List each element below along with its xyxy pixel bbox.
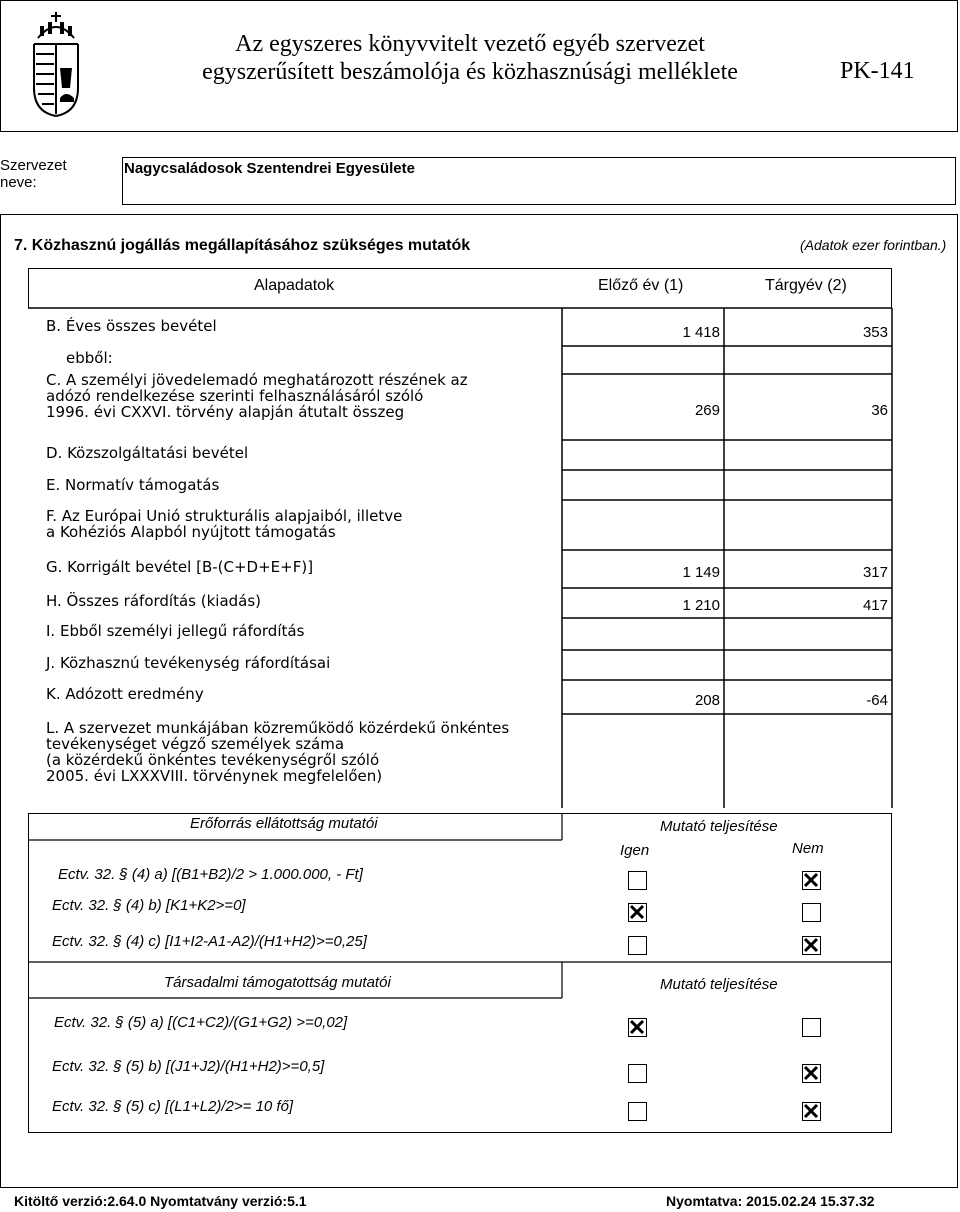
col-header-curr-year: Tárgyév (2) <box>765 277 847 294</box>
row-label-g: G. Korrigált bevétel [B-(C+D+E+F)] <box>46 558 314 576</box>
check-x-icon <box>803 1065 819 1081</box>
indicator-4b-label: Ectv. 32. § (4) b) [K1+K2>=0] <box>52 897 246 914</box>
row-label-b: B. Éves összes bevétel <box>46 317 217 335</box>
row-label-ebbol: ebből: <box>66 349 113 367</box>
checkbox-4b-no[interactable] <box>802 903 821 922</box>
checkbox-4a-yes[interactable] <box>628 871 647 890</box>
indicator-5b-label: Ectv. 32. § (5) b) [(J1+J2)/(H1+H2)>=0,5] <box>52 1058 325 1075</box>
row-h-curr[interactable]: 417 <box>862 597 888 614</box>
row-label-f: F. Az Európai Unió strukturális alapjaiból, illetve a Kohéziós Alapból nyújtott támogatás <box>46 507 403 541</box>
fulfillment-title-2: Mutató teljesítése <box>660 976 778 993</box>
row-label-h: H. Összes ráfordítás (kiadás) <box>46 592 262 610</box>
footer-version: Kitöltő verzió:2.64.0 Nyomtatvány verzió:5.1 <box>14 1193 307 1209</box>
row-label-c: C. A személyi jövedelemadó meghatározott részének az adózó rendelkezése szerinti felhasználásáról szóló 1996. évi CXXVI. törvény alapján átutalt összeg <box>46 371 468 421</box>
col-header-base: Alapadatok <box>254 277 335 294</box>
checkbox-5c-yes[interactable] <box>628 1102 647 1121</box>
org-label-line1: Szervezet <box>0 157 67 174</box>
checkbox-5a-yes[interactable] <box>628 1018 647 1037</box>
org-label-line2: neve: <box>0 174 37 191</box>
check-x-icon <box>803 872 819 888</box>
indicator-5c-label: Ectv. 32. § (5) c) [(L1+L2)/2>= 10 fő] <box>52 1098 294 1115</box>
checkbox-4b-yes[interactable] <box>628 903 647 922</box>
row-g-curr[interactable]: 317 <box>862 564 888 581</box>
footer-printed: Nyomtatva: 2015.02.24 15.37.32 <box>666 1193 875 1209</box>
indicator-5a-label: Ectv. 32. § (5) a) [(C1+C2)/(G1+G2) >=0,02] <box>54 1014 348 1031</box>
row-label-k: K. Adózott eredmény <box>46 685 204 703</box>
form-code: PK-141 <box>840 58 915 84</box>
checkbox-5a-no[interactable] <box>802 1018 821 1037</box>
row-label-j: J. Közhasznú tevékenység ráfordításai <box>46 654 331 672</box>
no-column-header: Nem <box>792 840 824 857</box>
row-g-prev[interactable]: 1 149 <box>682 564 720 581</box>
check-x-icon <box>629 904 645 920</box>
row-h-prev[interactable]: 1 210 <box>682 597 720 614</box>
checkbox-4c-yes[interactable] <box>628 936 647 955</box>
yes-column-header: Igen <box>620 842 650 859</box>
checkbox-5b-no[interactable] <box>802 1064 821 1083</box>
check-x-icon <box>803 1103 819 1119</box>
checkbox-4c-no[interactable] <box>802 936 821 955</box>
fulfillment-title-1: Mutató teljesítése <box>660 818 778 835</box>
checkbox-5c-no[interactable] <box>802 1102 821 1121</box>
social-indicators-title: Társadalmi támogatottság mutatói <box>164 974 391 991</box>
form-title-line2: egyszerűsített beszámolója és közhasznúsági melléklete <box>202 59 738 85</box>
indicator-4c-label: Ectv. 32. § (4) c) [I1+I2-A1-A2)/(H1+H2)>=0,25] <box>52 933 367 950</box>
check-x-icon <box>629 1019 645 1035</box>
row-c-curr[interactable]: 36 <box>871 402 888 419</box>
row-c-prev[interactable]: 269 <box>694 402 720 419</box>
row-label-d: D. Közszolgáltatási bevétel <box>46 444 249 462</box>
row-label-l: L. A szervezet munkájában közreműködő közérdekű önkéntes tevékenységet végző személyek száma (a közérdekű önkéntes tevékenységről szóló 2005. évi LXXXVIII. törvénynek megfelelően) <box>46 719 510 785</box>
form-title-line1: Az egyszeres könyvvitelt vezető egyéb szervezet <box>235 31 705 57</box>
section-title: 7. Közhasznú jogállás megállapításához szükséges mutatók <box>14 237 471 254</box>
resource-indicators-title: Erőforrás ellátottság mutatói <box>190 815 378 832</box>
check-x-icon <box>803 937 819 953</box>
indicator-4a-label: Ectv. 32. § (4) a) [(B1+B2)/2 > 1.000.000, - Ft] <box>58 866 363 883</box>
org-name-value: Nagycsaládosok Szentendrei Egyesülete <box>124 160 415 177</box>
row-b-prev[interactable]: 1 418 <box>682 324 720 341</box>
checkbox-4a-no[interactable] <box>802 871 821 890</box>
row-label-e: E. Normatív támogatás <box>46 476 220 494</box>
unit-note: (Adatok ezer forintban.) <box>800 237 947 253</box>
row-b-curr[interactable]: 353 <box>862 324 888 341</box>
row-label-i: I. Ebből személyi jellegű ráfordítás <box>46 622 305 640</box>
row-k-prev[interactable]: 208 <box>694 692 720 709</box>
checkbox-5b-yes[interactable] <box>628 1064 647 1083</box>
col-header-prev-year: Előző év (1) <box>598 277 684 294</box>
row-k-curr[interactable]: -64 <box>866 692 888 709</box>
